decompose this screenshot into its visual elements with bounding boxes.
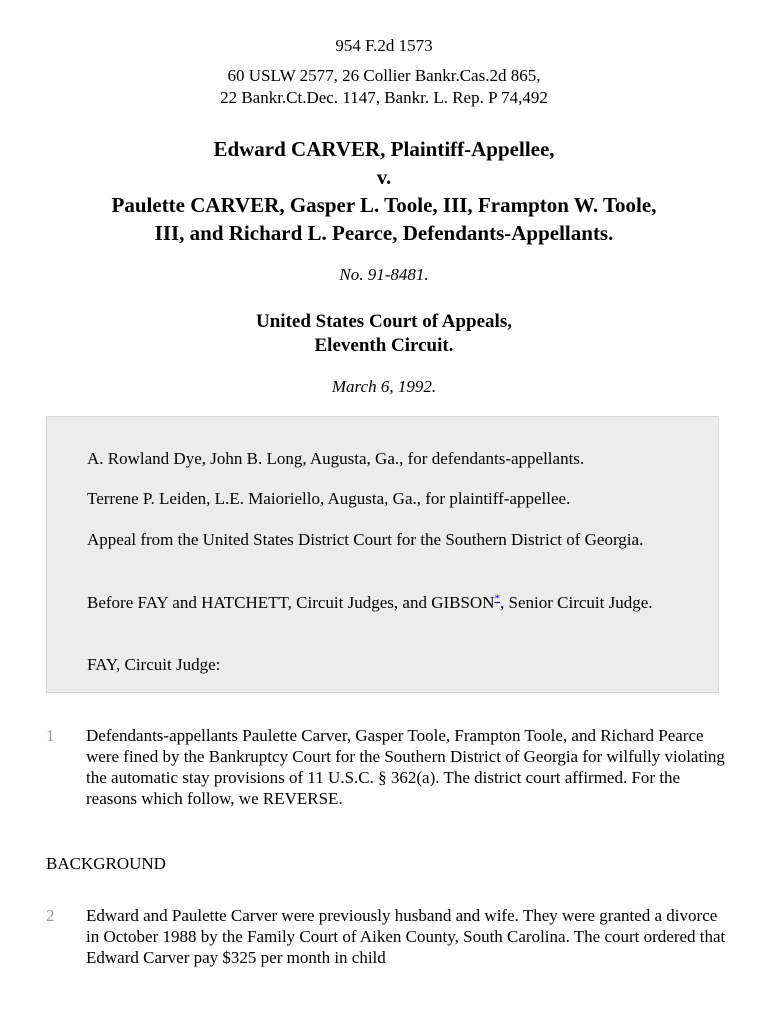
court-name bbox=[0, 310, 768, 358]
defendants-line: III, and Richard L. Pearce, Defendants-Appellants. bbox=[154, 221, 614, 245]
versus-line: v. bbox=[376, 165, 392, 189]
docket-number: No. 91-8481. bbox=[339, 265, 429, 284]
opinion-paragraph: Defendants-appellants Paulette Carver, Gasper Toole, Frampton Toole, and Richard Pearce were fined by the Bankruptcy Court for the Southern District of Georgia for wilfully violating the automatic stay provisions of 11 U.S.C. § 362(a). The district court affirmed. For the reasons which follow, we REVERSE. bbox=[86, 726, 725, 808]
decision-date: March 6, 1992. bbox=[331, 377, 437, 396]
counsel-defendants: A. Rowland Dye, John B. Long, Augusta, Ga., for defendants-appellants. bbox=[87, 449, 585, 468]
opinion-author: FAY, Circuit Judge: bbox=[87, 655, 221, 674]
panel-text: Before FAY and HATCHETT, Circuit Judges, and GIBSON bbox=[87, 593, 495, 612]
court-name-line: Eleventh Circuit. bbox=[314, 335, 454, 356]
court-name-line: United States Court of Appeals, bbox=[256, 311, 512, 332]
paragraph-number: 2 bbox=[46, 906, 55, 925]
appeal-from: Appeal from the United States District Court for the Southern District of Georgia. bbox=[87, 530, 644, 549]
plaintiff-line: Edward CARVER, Plaintiff-Appellee, bbox=[213, 137, 555, 161]
section-heading: BACKGROUND bbox=[46, 854, 166, 873]
counsel-plaintiff: Terrene P. Leiden, L.E. Maioriello, Augusta, Ga., for plaintiff-appellee. bbox=[87, 489, 571, 508]
opinion-paragraph: Edward and Paulette Carver were previously husband and wife. They were granted a divorce in October 1988 by the Family Court of Aiken County, South Carolina. The court ordered that Edward Carver pay $325 per month in child bbox=[86, 906, 726, 967]
parallel-citations bbox=[0, 65, 768, 109]
parallel-citation-line: 60 USLW 2577, 26 Collier Bankr.Cas.2d 865, bbox=[227, 66, 541, 85]
panel-text: , Senior Circuit Judge. bbox=[500, 593, 653, 612]
panel-judges bbox=[87, 592, 687, 613]
paragraph-number: 1 bbox=[46, 726, 55, 745]
footnote-link[interactable]: * bbox=[494, 592, 500, 605]
defendants-line: Paulette CARVER, Gasper L. Toole, III, Frampton W. Toole, bbox=[111, 193, 657, 217]
case-summary-box bbox=[46, 416, 719, 693]
case-caption bbox=[30, 135, 738, 247]
parallel-citation-line: 22 Bankr.Ct.Dec. 1147, Bankr. L. Rep. P 74,492 bbox=[220, 88, 548, 107]
reporter-citation: 954 F.2d 1573 bbox=[335, 36, 433, 55]
